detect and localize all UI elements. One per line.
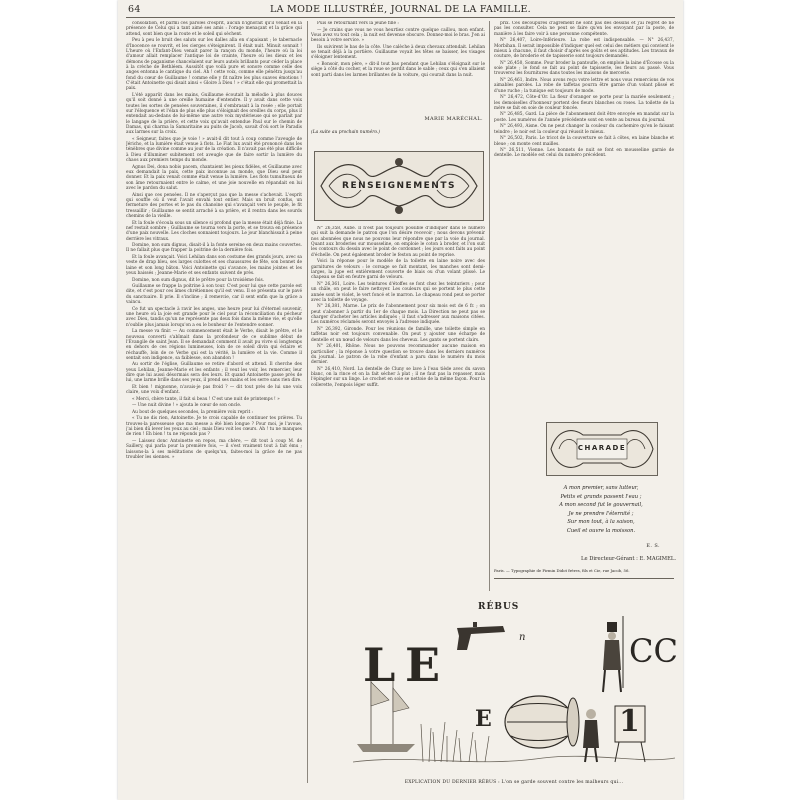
rebus-illustration bbox=[353, 612, 678, 778]
rebus-explanation: EXPLICATION DU DERNIER RÉBUS : L'on se garde souvent contre les malheurs qui... bbox=[404, 780, 624, 785]
charade-verse: Cueil et ouvre la moisson. bbox=[566, 527, 636, 534]
to-be-continued-note: (La suite au prochain numéro.) bbox=[311, 130, 381, 135]
renseignements-header-ornament bbox=[314, 151, 484, 221]
renseignements-text bbox=[311, 226, 485, 591]
paragraph: consolation, et parmi ces paroles d'esprit, aucun n'ignorait qu'il venait en la présence de Celui qui a tant aimé ses amis : l'orage menaçant et la grâce qui attend, sont bien que la route et le soleil qui sèchent. bbox=[126, 21, 302, 37]
paragraph: N° 26,511, Vienne. Les bonnets de nuit se font en mousseline garnie de dentelle. Le modèle est celui du numéro précédent. bbox=[494, 148, 674, 159]
paragraph: — Je crains que vous ne vous heurtiez contre quelque caillou, mon enfant. Vous avez vu tout cela ; la nuit est devenue obscure. Donnez-moi le bras. J'en ai besoin à votre service. » bbox=[311, 27, 485, 44]
charade-verse: Petits et grands passent l'eau ; bbox=[560, 493, 642, 500]
paragraph: N° 26,450, Somme. Pour broder la pantoufle, on emploie la laine d'Écosse ou la soie plate ; le fond se fait au point de tapisserie, les fleurs au passé. Vous trouverez les fournitures dans toutes les maisons de mercerie. bbox=[494, 60, 674, 77]
paragraph: L'été apparût dans les mains, Guillaume écoutait la mélodie à plus douces qu'il soit donné à une oreille humaine d'entendre. Il y avait dans cette voix toutes les sortes de pensées souveraines, il s'embrasait à la rosée ; elle portait sur l'éloquence et l'élan de plus elle plus s'éloignait des oreilles du corps, plus il entendait au-dedans de lui-même une autre voix mystérieuse qui se parlait par le langage de la prière, et cette voix qu'avait entendue Paul sur le chemin de Damas, qui charma la Samaritaine au puits de Jacob, savait d'où sort le Paradis aux larmes sur la croix. bbox=[126, 92, 302, 136]
rebus-title: RÉBUS bbox=[478, 602, 520, 612]
paragraph: Ce fut un spectacle à ravir les anges, une heure pour lui d'éternel souvenir, une heure où la joie est grande pour le ciel pour la réconciliation du pécheur avec Dieu, tandis qu'un ne représente pas deux fois dans la même vie, et qu'elle n'oublie plus jamais lorsqu'on a eu le bonheur de l'entendre sonner. bbox=[126, 306, 302, 328]
director-gerant-line: Le Directeur-Gérant : E. MAGIMEL. bbox=[581, 556, 676, 562]
paragraph: N° 26,410, Nord. La dentelle de Cluny se lave à l'eau tiède avec du savon blanc, on la rince et on la fait sécher à plat ; il ne faut pas la repasser, mais l'épingler sur un linge. Le crochet en soie se nettoie de la même façon. Pour la collerette, l'empois léger suffit. bbox=[311, 366, 485, 388]
paragraph: Et la foule s'écoula sous un silence si profond que la messe était déjà finie. La nef restait sombre ; Guillaume se tourna vers la porte, et se trouva en présence d'une paix nouvelle. Les cloches sonnaient toujours. Le jour blanchissait à peine derrière les vitraux. bbox=[126, 220, 302, 242]
rebus-letter-e: E bbox=[405, 638, 441, 692]
rebus-letters-cc: CC bbox=[629, 632, 678, 670]
story-signature: MARIE MARÉCHAL. bbox=[424, 116, 483, 122]
barrel-drawing bbox=[505, 696, 579, 748]
soldier-figure-drawing bbox=[603, 616, 623, 692]
paragraph: N° 26,381, Marne. Le prix de l'abonnement pour six mois est de 6 fr. ; on peut s'abonner à partir du 1er de chaque mois. La Direction ne peut pas se charger d'acheter les articles indiqués ; il faut s'adresser aux maisons citées. Les numéros réclamés seront envoyés à l'adresse indiquée. bbox=[311, 304, 485, 326]
charade-verse: A mon premier, sans lutteur, bbox=[563, 485, 639, 491]
charade-header-ornament bbox=[546, 422, 658, 476]
right-column-text bbox=[494, 21, 674, 411]
paragraph: Puis se retournant vers la jeune fille : bbox=[317, 21, 399, 26]
charade-verse: Sur mon tout, à la saison, bbox=[567, 519, 635, 526]
rebus-letter-l: L bbox=[363, 638, 396, 692]
paragraph: Ils suivirent le bas de la côte. Une calèche à deux chevaux attendait. Lehilan se tenait déjà à la portière. Guillaume voyait les têtes se baisser, les visages s'éloigner lentement. bbox=[311, 44, 485, 61]
paragraph: prix. Ces découpures d'agrément ne sont pas des dessins et j'ai regret de ne pas les consulter. Cela ne peut se faire qu'en les envoyant par la poste, de manière à les faire voir à une personne compétente. bbox=[494, 21, 674, 37]
pistol-drawing bbox=[457, 622, 505, 650]
paragraph: Domine, non sum dignus, disait-il à la fonte sereine en deux mains couvertes. Il ne fallait plus que frapper la poitrine de la dernière fois. bbox=[126, 243, 302, 254]
charade-verse: Je ne prendre l'éternité ; bbox=[568, 510, 634, 517]
paragraph: Agnus Dei, dona nobis pacem, chantaient les pieux fidèles, et Guillaume avec eux demandait la paix, cette paix inconnue au monde, que Dieu seul peut donner. Et la paix venait comme était venue la lumière. Les flots tumultueux de son âme retournaient entre le calme, et une joie nouvelle en répandait en lui avec le pardon du salut. bbox=[126, 164, 302, 192]
paragraph: « Tu ne dis rien, Antoinette. Je te crois capable de continuer tes prières. Tu trouves-la paresseuse que ma messe a été bien longue ? Pour moi, je l'avoue, j'ai bien dû lever les yeux au ciel ; mais Dieu voit les cœurs. Ah ! tu ne manques de rien ! Eh bien ! tu ne réponds pas ? bbox=[126, 416, 302, 438]
paragraph: Au bout de quelques secondes, la première voix reprit : bbox=[132, 409, 253, 415]
paragraph: N° 26,358, Aube. Il n'est pas toujours possible d'indiquer dans le numéro qui suit la demande le patron que l'on désire recevoir ; nous devons prévenir nos abonnées que nous ne pouvons leur répondre que par la voie du journal. Quant aux broderies sur mousseline, on emploie le coton à broder, et l'on suit les contours du dessin avec le point de cordonnet ; les jours sont faits au point d'échelle. On peut également broder le feston au point de reprise. bbox=[311, 226, 485, 258]
paragraph: N° 26,485, Gard. La pièce de l'abonnement doit être envoyée en mandat sur la poste. Les numéros de l'année précédente sont en vente au bureau du journal. bbox=[494, 112, 674, 123]
rebus-letter-e-small: E bbox=[475, 706, 492, 732]
paragraph: Et bien ! mignonne, n'avais-je pas froid ? — dit tout près de lui une voix claire, une voix d'enfant. bbox=[126, 384, 302, 396]
printer-imprint: Paris. — Typographie de Firmin Didot frères, fils et Cie, rue Jacob, 56. bbox=[494, 568, 630, 573]
charade-verses bbox=[526, 484, 676, 536]
paragraph: « Seigneur, faites que je voie ! » avait-il dit tout à coup comme l'aveugle de Jéricho, et la lumière était venue à flots. Le Fiat lux avait été prononcé dans les ténèbres que divine comme au jour de la création. Il n'avait pas été plus difficile à Dieu d'illuminer subitement cet aveugle que de faire sortir la lumière du chaos aux premiers temps du monde. bbox=[126, 136, 302, 164]
paragraph: La messe va finir. — Au commencement était le Verbe, disait le prêtre, et le nouveau converti s'abîmait dans la profondeur de ce sublime début de l'Évangile de saint Jean. Il se demandait comment il avait pu vivre si longtemps en dehors de ces régions lumineuses, loin de ce soleil divin qui éclaire et réchauffe, loin de ce Verbe qui est la vérité, la lumière et la vie. Comme il sentait son indigence, sa faiblesse, son abandon ! bbox=[126, 329, 302, 361]
header-rule bbox=[126, 17, 675, 18]
paragraph: — Une nuit divine ! » ajouta le cœur de son oncle. bbox=[132, 403, 242, 409]
paragraph: — Laissez donc Antoinette en repos, ma chère, — dit tout à coup M. de Saillery, qui parla pour la première fois, — il s'est vraiment tout à fait ému ; laissons-la à ses méditations de quelqu'un, faites-moi la grâce de ne pas troubler les siennes. » bbox=[126, 439, 302, 461]
rebus-picture bbox=[353, 612, 675, 778]
column-divider bbox=[307, 21, 308, 783]
paragraph: N° 26,407, Loire-Inférieure. La robe est indispensable. — N° 26,437, Morbihan. Il serait impossible d'indiquer quel est celui des métiers qui convient le mieux à chacune, il faut choisir d'après ses goûts et ses aptitudes. Les travaux de couture, de broderie et de tapisserie sont toujours demandés. bbox=[494, 38, 674, 60]
left-column-text bbox=[126, 21, 302, 783]
paragraph: N° 26,392, Gironde. Pour les réunions de famille, une toilette simple en taffetas noir est toujours convenable. On peut y ajouter une écharpe de dentelle et un nœud de velours dans les cheveux. Les gants se portent clairs. bbox=[311, 326, 485, 343]
paragraph: Domine, non sum dignus, dit le prêtre pour la troisième fois. bbox=[132, 277, 265, 283]
paragraph: N° 26,461, Indre. Nous avons reçu votre lettre et nous vous remercions de vos aimables paroles. La robe de taffetas pourra être garnie d'un volant plissé et d'une ruche ; la tunique est toujours de mode. bbox=[494, 78, 674, 94]
paragraph: Et la foule avançait. Voici Lehilan dans son costume des grands jours, avec sa veste de drap bleu, ses larges culottes et ses chaussures de fête, son bonnet de laine et son long bâton. Voici Antoinette qui s'avance, les mains jointes et les yeux baissés ; Jeanne-Marie et ses enfants suivent de près. bbox=[126, 254, 302, 276]
paragraph: Voici la réponse pour le modèle de la toilette en laine noire avec des garnitures de velours : le corsage se fait montant, les manches sont demi-larges, la jupe est entièrement couverte de biais ou d'un volant plissé. Le chapeau se fait en feutre garni de velours. bbox=[311, 259, 485, 281]
paragraph: N° 26,472, Côte-d'Or. La fleur d'oranger se porte pour la mariée seulement ; les demoiselles d'honneur portent des fleurs blanches ou roses. La toilette de la mère se fait en soie de couleur foncée. bbox=[494, 95, 674, 111]
imprint-rule bbox=[494, 578, 674, 579]
paragraph: N° 26,493, Aisne. On ne peut changer la couleur du cachemire qu'en le faisant teindre ; le noir est la couleur qui réussit le mieux. bbox=[494, 124, 674, 135]
renseignements-title: RENSEIGNEMENTS bbox=[342, 181, 456, 191]
column-divider bbox=[489, 21, 490, 591]
charade-verse: A mon second fut le gouvernail, bbox=[559, 502, 643, 509]
paragraph: Ainsi que ces pensées. Il ne s'aperçut pas que la messe s'achevait. L'esprit qui souffle où il veut l'avait envahi tout entier. Mais un bruit confus, un fermeture des portes et le pas du chanoine qui s'avançait vers le peuple, le fit tressaillir ; Guillaume se sentit arraché à sa prière, et il rentra dans les sourds chemins de la vieille. bbox=[126, 192, 302, 219]
charade-title: CHARADE bbox=[577, 444, 627, 452]
charade-initials: E. S. bbox=[646, 543, 660, 549]
rebus-digit-one: 1 bbox=[619, 704, 640, 739]
middle-column-story-end bbox=[311, 21, 485, 113]
paragraph: Peu à peu le bruit des saluts sur les dalles alla en s'apaisant ; le tabernacle d'Inocence se rouvrit, et les cierges s'éteignirent. Il était nuit. Minuit sonnait ! L'heure où l'Enfant-Dieu venait parer la rançon du monde, l'heure où la loi d'amour allait remplacer l'antique loi de crainte, l'heure où les dieux et les démons de paganisme chancelaient sur leurs autels brillants pour céder la place à la crèche de Bethléem. Aussitôt que voilà pure et sonore comme celle des anges entonna le cantique du ciel. Ah ! cette voix, comme elle pénétra jusqu'au fond du cœur de Guillaume ! comme elle y fit naître les plus suaves émotions ! C'était Antoinette qui disait ainsi « Gloire à Dieu ! » c'était elle qui promettait la paix. bbox=[126, 38, 302, 92]
paragraph: N° 26,401, Rhône. Nous ne pouvons recommander aucune maison en particulier ; la réponse à votre question se trouve dans les derniers numéros du journal. Le patron de la robe d'enfant a paru dans le numéro du mois dernier. bbox=[311, 344, 485, 366]
paragraph: « Merci, chère tante, il fait si beau ! C'est une nuit de printemps ! » bbox=[132, 396, 280, 402]
child-figure-drawing bbox=[583, 709, 599, 762]
paragraph: « Bonsoir, mon père, » dit-il tout bas pendant que Lehilan s'éloignait sur le siège à côté du cocher, et la roue se perdit dans le sable ; ceux qui s'en allaient sont parti dans les larmes brillantes de la voiture, qui courait dans la nuit. bbox=[311, 61, 485, 78]
newspaper-page bbox=[118, 0, 683, 800]
paragraph: N° 26,361, Loire. Les teintures d'étoffes se font chez les teinturiers ; pour un châle, on peut le faire nettoyer. Les couleurs qui se portent le plus cette année sont le violet, le vert foncé et le marron. Le chapeau rond peut se porter avec la toilette de voyage. bbox=[311, 281, 485, 303]
paragraph: Guillaume se frappe la poitrine à son tour. C'est pour lui que cette parole est dite, et c'est pour ces âmes chrétiennes qu'il est venu. Il se présenta sur le pavé du sanctuaire. Il prie. Il s'incline ; il remercie, car il sent enfin que la grâce a vaincu. bbox=[126, 284, 302, 306]
running-title: LA MODE ILLUSTRÉE, JOURNAL DE LA FAMILLE. bbox=[269, 4, 532, 15]
rebus-letter-n: n bbox=[519, 632, 526, 643]
page-number: 64 bbox=[128, 4, 141, 15]
paragraph: N° 26,502, Paris. Le tricot de la couverture se fait à côtes, en laine blanche et bleue ; on monte cent mailles. bbox=[494, 136, 674, 147]
paragraph: Au sortir de l'église, Guillaume se retire d'abord et attend. Il cherche des yeux Lehilan, Jeanne-Marie et les enfants ; il veut les voir, les remercier, leur dire que lui aussi désormais sera des leurs. Et quand Antoinette passe près de lui, une larme brille dans ses yeux, il prend ses mains et les serre sans rien dire. bbox=[126, 362, 302, 384]
